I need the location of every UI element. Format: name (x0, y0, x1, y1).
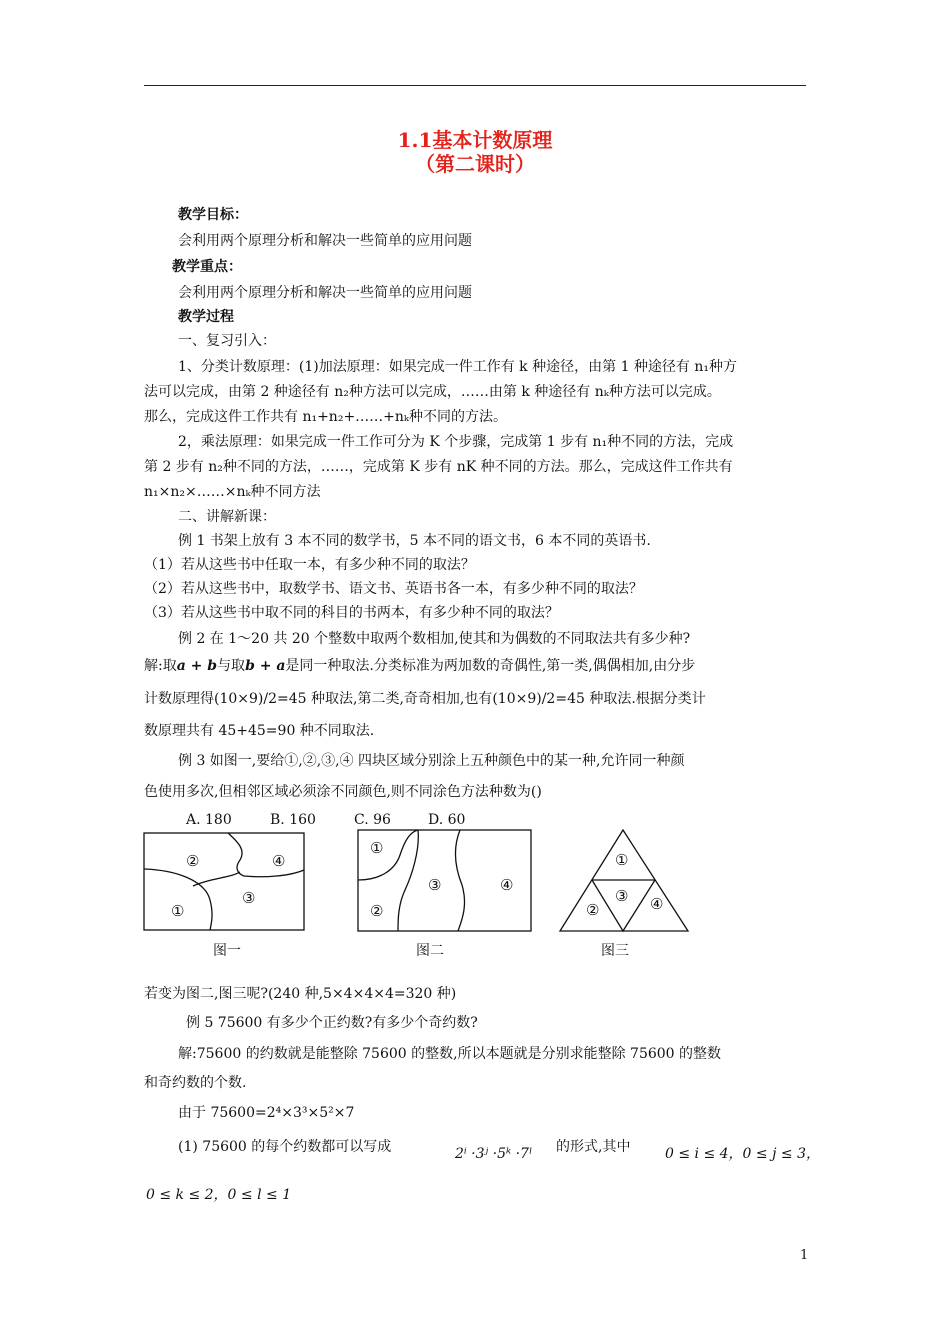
question-2: （2）若从这些书中，取数学书、语文书、英语书各一本，有多少种不同的取法？ (144, 581, 643, 597)
para-1-line-1: 1、分类计数原理：(1)加法原理：如果完成一件工作有 k 种途径，由第 1 种途径有 n₁种方 (178, 359, 738, 375)
part-1-prefix: (1) 75600 的每个约数都可以写成 (178, 1139, 392, 1155)
figure-3-caption: 图三 (601, 943, 629, 959)
question-3: （3）若从这些书中取不同的科目的书两本，有多少种不同的取法？ (144, 605, 559, 621)
para-2-line-1: 2，乘法原理：如果完成一件工作可分为 K 个步骤，完成第 1 步有 n₁种不同的方法，完成 (178, 434, 734, 450)
figure-1-caption: 图一 (213, 943, 241, 959)
para-1-line-3: 那么，完成这件工作共有 n₁+n₂+……+nₖ种不同的方法。 (144, 409, 508, 425)
section-2: 二、讲解新课： (178, 509, 276, 525)
heading-key: 教学重点： (172, 259, 242, 275)
fig1-label-4: ④ (272, 852, 286, 870)
example-1: 例 1 书架上放有 3 本不同的数学书，5 本不同的语文书，6 本不同的英语书. (178, 533, 651, 549)
para-2-line-2: 第 2 步有 n₂种不同的方法，……，完成第 K 步有 nK 种不同的方法。那么，完成这件工作共有 (144, 459, 733, 475)
fig2-label-4: ④ (500, 876, 514, 894)
example-5: 例 5 75600 有多少个正约数?有多少个奇约数? (186, 1015, 478, 1031)
fig3-label-1: ① (615, 851, 629, 869)
figure-2-caption: 图二 (416, 943, 444, 959)
fig2-label-3: ③ (428, 876, 442, 894)
range-k-l: 0 ≤ k ≤ 2，0 ≤ l ≤ 1 (146, 1187, 292, 1203)
variation-text: 若变为图二,图三呢?(240 种,5×4×4×4=320 种) (144, 986, 457, 1002)
range-i-j: 0 ≤ i ≤ 4，0 ≤ j ≤ 3， (665, 1146, 820, 1162)
figure-3-shapes (560, 830, 688, 931)
fig3-label-3: ③ (615, 887, 629, 905)
question-1: （1）若从这些书中任取一本，有多少种不同的取法？ (144, 557, 475, 573)
document-title: 1.1基本计数原理 (397, 128, 553, 152)
example-2: 例 2 在 1～20 共 20 个整数中取两个数相加,使其和为偶数的不同取法共有多少种? (178, 631, 691, 647)
fig3-label-4: ④ (650, 895, 664, 913)
fig2-label-2: ② (370, 902, 384, 920)
solution-2-mid: 与取 (217, 658, 246, 674)
example-3-line-1: 例 3 如图一,要给①,②,③,④ 四块区域分别涂上五种颜色中的某一种,允许同一种颜 (178, 753, 685, 769)
document-subtitle: （第二课时） (415, 152, 535, 176)
key-text: 会利用两个原理分析和解决一些简单的应用问题 (178, 285, 472, 301)
para-2-line-3: n₁×n₂×……×nₖ种不同方法 (144, 484, 321, 500)
para-1-line-2: 法可以完成，由第 2 种途径有 n₂种方法可以完成，……由第 k 种途径有 nₖ种方法可以完成。 (144, 384, 721, 400)
fig1-label-3: ③ (242, 889, 256, 907)
divisor-form: 2ⁱ ·3ʲ ·5ᵏ ·7ˡ (455, 1146, 533, 1162)
option-a: A. 180 (186, 812, 232, 828)
example-3-line-2: 色使用多次,但相邻区域必须涂不同颜色,则不同涂色方法种数为() (144, 784, 542, 800)
math-b-plus-a: b + a (245, 658, 286, 674)
option-d: D. 60 (428, 812, 466, 828)
page-number: 1 (800, 1248, 809, 1263)
figure-1-shapes (144, 833, 304, 930)
solution-2-prefix: 解:取 (144, 658, 177, 674)
goal-text: 会利用两个原理分析和解决一些简单的应用问题 (178, 233, 472, 249)
section-1: 一、复习引入： (178, 333, 276, 349)
fig2-label-1: ① (370, 839, 384, 857)
solution-5-line-1: 解:75600 的约数就是能整除 75600 的整数,所以本题就是分别求能整除 75600 的整数 (178, 1046, 722, 1062)
heading-process: 教学过程 (178, 309, 234, 325)
fig1-label-1: ① (171, 902, 185, 920)
heading-goal: 教学目标： (178, 207, 248, 223)
option-b: B. 160 (270, 812, 316, 828)
solution-2-line-3: 数原理共有 45+45=90 种不同取法. (144, 723, 375, 739)
fig1-label-2: ② (186, 852, 200, 870)
solution-2-line-2: 计数原理得(10×9)/2=45 种取法,第二类,奇奇相加,也有(10×9)/2=45 种取法.根据分类计 (144, 691, 706, 707)
math-a-plus-b: a + b (176, 658, 218, 674)
solution-2-rest: 是同一种取法.分类标准为两加数的奇偶性,第一类,偶偶相加,由分步 (285, 658, 696, 674)
part-1-mid: 的形式,其中 (556, 1139, 631, 1155)
solution-5-line-2: 和奇约数的个数. (144, 1075, 247, 1091)
factorization: 由于 75600=2⁴×3³×5²×7 (178, 1105, 355, 1121)
option-c: C. 96 (354, 812, 391, 828)
fig3-label-2: ② (586, 901, 600, 919)
